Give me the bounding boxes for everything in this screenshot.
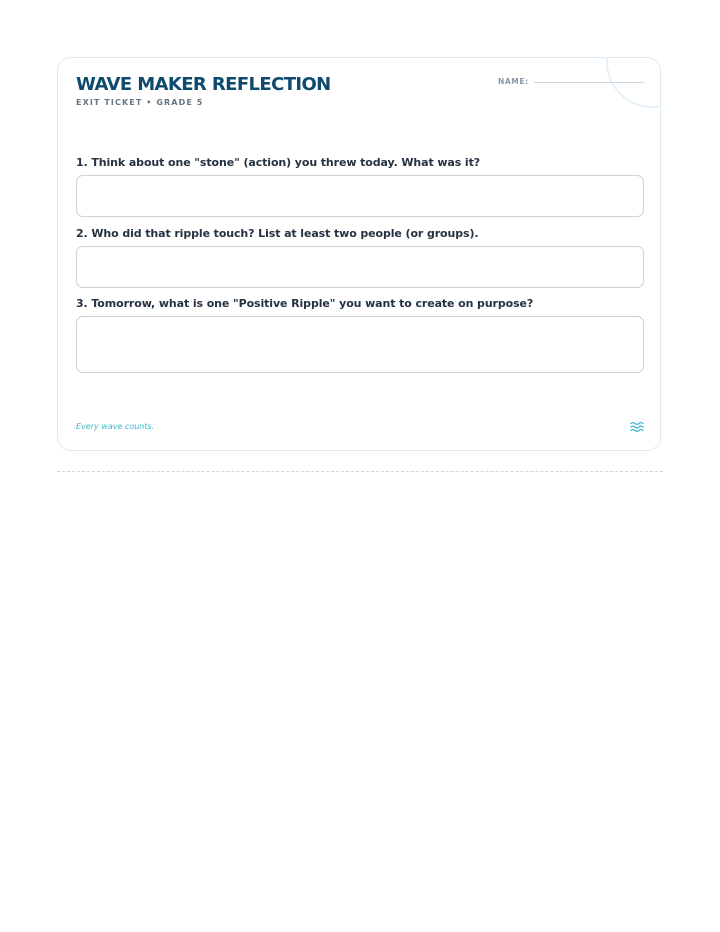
question-3-label: 3. Tomorrow, what is one "Positive Ripple" you want to create on purpose? [76, 297, 534, 310]
question-2-label: 2. Who did that ripple touch? List at least two people (or groups). [76, 227, 479, 240]
cut-line-divider [57, 471, 663, 472]
wave-icon [630, 421, 644, 433]
question-1-answer-box[interactable] [76, 175, 644, 217]
question-3-answer-box[interactable] [76, 316, 644, 373]
footer-tagline: Every wave counts. [76, 422, 155, 431]
page-subtitle: EXIT TICKET • GRADE 5 [76, 98, 204, 107]
question-2-answer-box[interactable] [76, 246, 644, 288]
question-1-label: 1. Think about one "stone" (action) you threw today. What was it? [76, 156, 481, 169]
exit-ticket-card [57, 57, 661, 451]
name-field[interactable] [534, 82, 644, 83]
name-label: NAME: [498, 77, 529, 86]
page-title: WAVE MAKER REFLECTION [76, 74, 331, 95]
